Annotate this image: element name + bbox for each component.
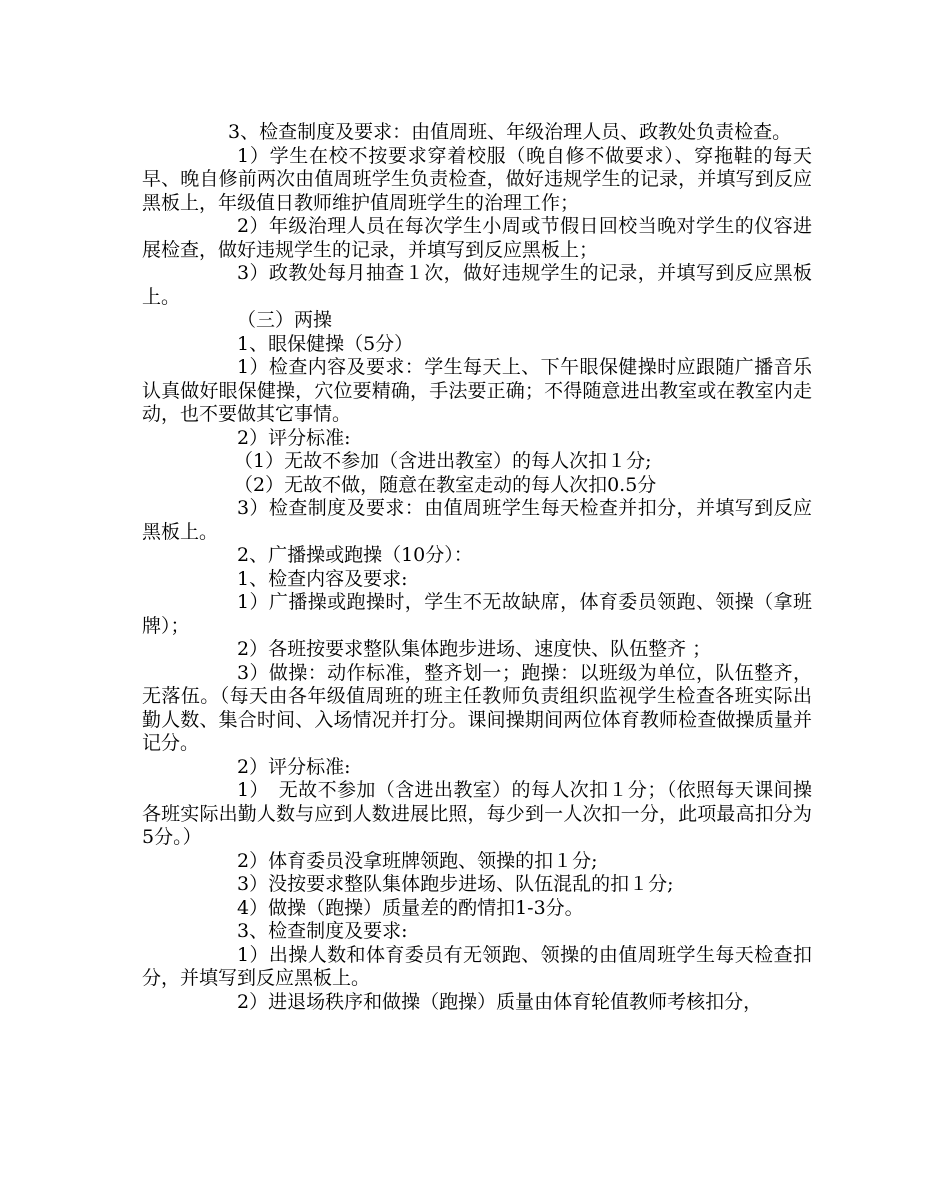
- subheading-scoring-standard: 2）评分标准:: [237, 426, 351, 449]
- subheading-content-requirements: 1、检查内容及要求:: [237, 567, 408, 590]
- paragraph-attendance-check: 1）出操人数和体育委员有无领跑、领操的由值周班学生每天检查扣分，并填写到反应黑板上。: [142, 943, 812, 989]
- paragraph-eye-inspection: 3）检查制度及要求：由值周班学生每天检查并扣分，并填写到反应黑板上。: [142, 497, 812, 543]
- paragraph-grade-check: 2）年级治理人员在每次学生小周或节假日回校当晚对学生的仪容进展检查，做好违规学生的记录，并填写到反应黑板上；: [142, 215, 812, 261]
- paragraph-attendance: 1）广播操或跑操时，学生不无故缺席，体育委员领跑、领操（拿班牌）；: [142, 591, 812, 637]
- paragraph-inspection-rules: 3、检查制度及要求：由值周班、年级治理人员、政教处负责检查。: [228, 121, 792, 143]
- paragraph-quality-deduction: 4）做操（跑操）质量差的酌情扣1-3分。: [237, 896, 584, 919]
- paragraph-eye-content: 1）检查内容及要求：学生每天上、下午眼保健操时应跟随广播音乐认真做好眼保健操，穴位要精确，手法要正确；不得随意进出教室或在教室内走动，也不要做其它事情。: [142, 356, 812, 425]
- subheading-inspection-rules-2: 3、检查制度及要求:: [237, 920, 408, 942]
- paragraph-sign-deduction: 2）体育委员没拿班牌领跑、领操的扣１分;: [237, 849, 598, 872]
- paragraph-scoring-item-2: （2）无故不做，随意在教室走动的每人次扣0.5分: [234, 473, 657, 496]
- document-body: [142, 121, 812, 1014]
- subheading-scoring-standard-2: 2）评分标准:: [237, 755, 351, 778]
- paragraph-formation-deduction: 3）没按要求整队集体跑步进场、队伍混乱的扣１分;: [237, 873, 674, 895]
- paragraph-uniform-check: 1）学生在校不按要求穿着校服（晚自修不做要求）、穿拖鞋的每天早、晚自修前两次由值周班学生负责检查，做好违规学生的记录，并填写到反应黑板上，年级值日教师维护值周班学生的治理工作；: [142, 144, 812, 214]
- paragraph-scoring-item-1: （1）无故不参加（含进出教室）的每人次扣１分;: [234, 450, 652, 472]
- subheading-broadcast-exercises: 2、广播操或跑操（10分）：: [237, 544, 473, 566]
- subheading-eye-exercises: 1、眼保健操（5分）: [237, 332, 414, 355]
- paragraph-absence-deduction: 1） 无故不参加（含进出教室）的每人次扣１分；（依照每天课间操各班实际出勤人数与应到人数进展比照，每少到一人次扣一分，此项最高扣分为5分。）: [142, 779, 812, 848]
- paragraph-exercise-standard: 3）做操：动作标准，整齐划一；跑操：以班级为单位，队伍整齐，无落伍。（每天由各年级值周班的班主任教师负责组织监视学生检查各班实际出勤人数、集合时间、入场情况并打分。课间操期间两位体育教师检查做操质量并记分。: [142, 661, 812, 754]
- paragraph-office-check: 3）政教处每月抽查１次，做好违规学生的记录，并填写到反应黑板上。: [142, 262, 812, 308]
- section-heading-two-exercises: （三）两操: [237, 309, 333, 331]
- paragraph-order-quality-check: 2）进退场秩序和做操（跑操）质量由体育轮值教师考核扣分，: [237, 990, 763, 1013]
- paragraph-entry-order: 2）各班按要求整队集体跑步进场、速度快、队伍整齐 ；: [237, 638, 712, 660]
